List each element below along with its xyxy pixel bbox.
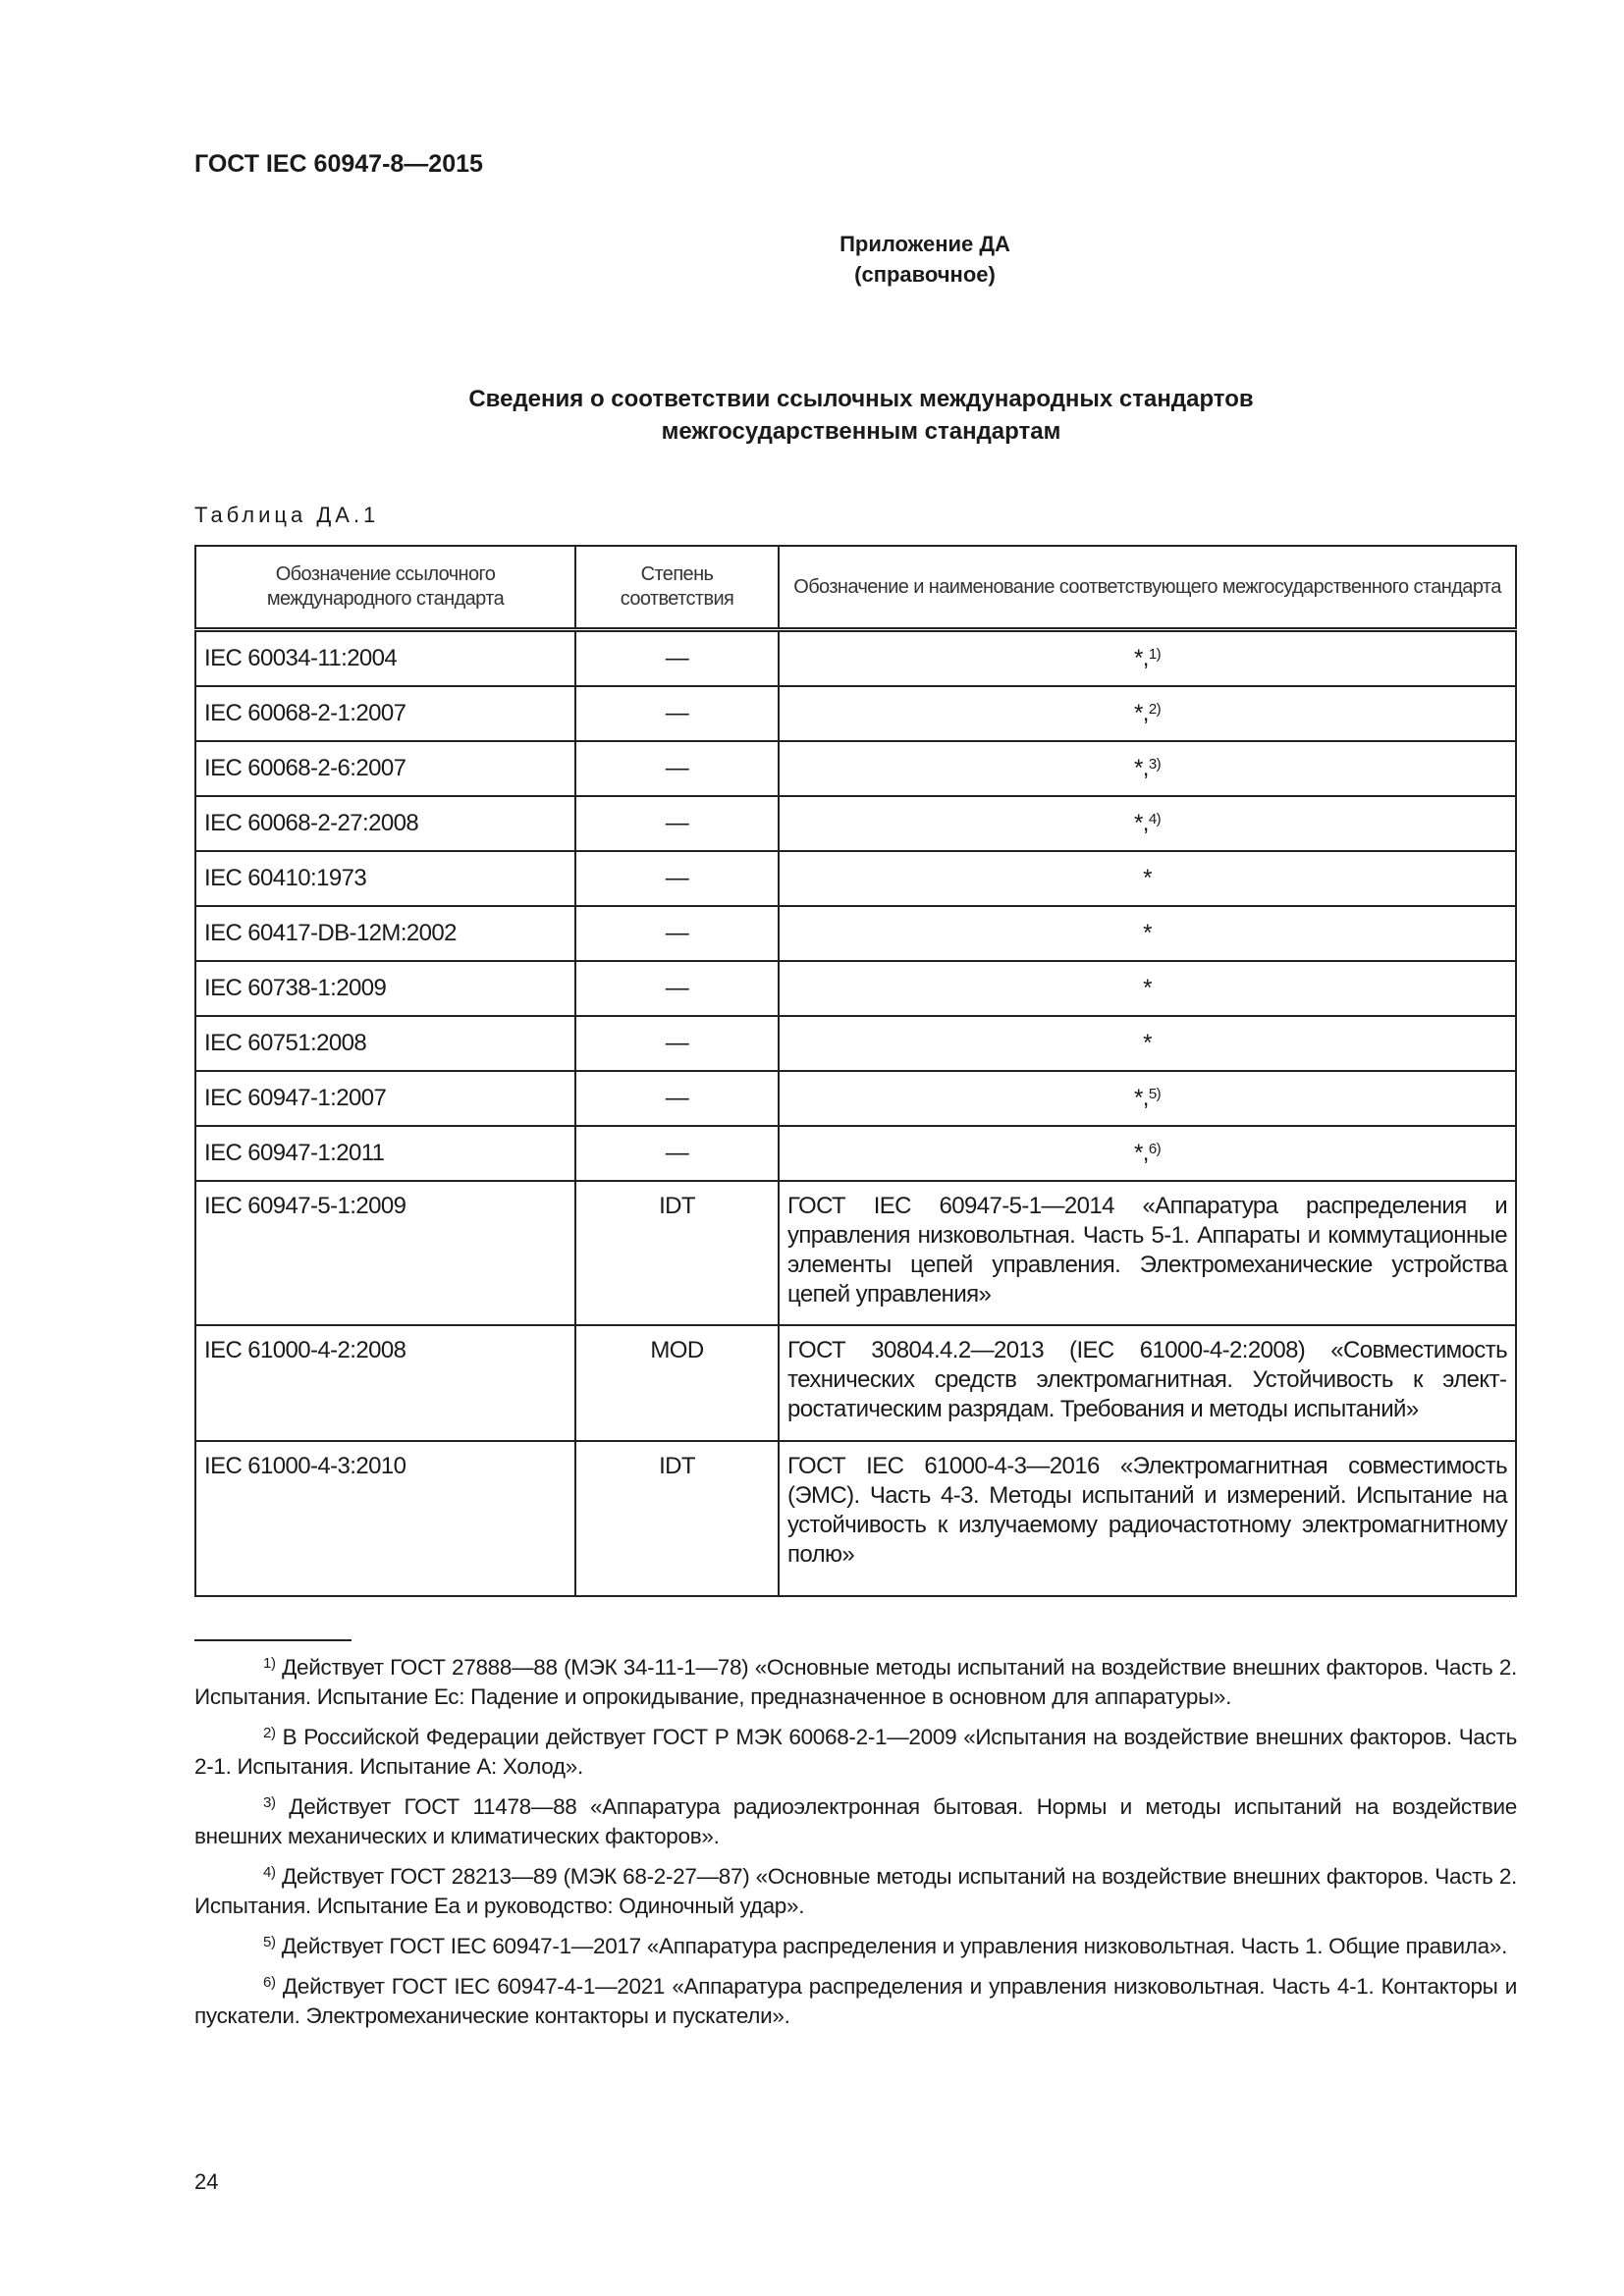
not-available-mark: *	[1143, 865, 1152, 891]
interstate-standard	[779, 630, 1516, 687]
footnote-mark: 5)	[263, 1934, 276, 1950]
not-available-mark: *,	[1134, 755, 1149, 781]
table-row	[195, 1071, 1516, 1126]
footnote	[194, 1649, 1517, 1712]
not-available-mark: *,	[1134, 1085, 1149, 1111]
interstate-standard	[779, 796, 1516, 851]
degree-of-correspondence: IDT	[575, 1441, 779, 1596]
degree-of-correspondence: —	[575, 906, 779, 961]
footnote-ref: 1)	[1148, 646, 1161, 663]
interstate-standard	[779, 686, 1516, 741]
degree-of-correspondence: —	[575, 961, 779, 1016]
header-cell: Обозначение и наименование соответствующего межгосударственного стандарта	[779, 546, 1516, 630]
not-available-mark: *,	[1134, 700, 1149, 726]
degree-of-correspondence: —	[575, 686, 779, 741]
table-row	[195, 1126, 1516, 1181]
footnote-mark: 1)	[263, 1655, 276, 1672]
footnote-ref: 2)	[1148, 701, 1161, 718]
page-number: 24	[194, 2169, 219, 2194]
reference-standard: IEC 60068-2-6:2007	[195, 741, 575, 796]
table-row	[195, 961, 1516, 1016]
table-row	[195, 741, 1516, 796]
degree-of-correspondence: IDT	[575, 1181, 779, 1325]
section-title-line: межгосударственным стандартам	[661, 418, 1061, 445]
not-available-mark: *,	[1134, 645, 1149, 671]
degree-of-correspondence: —	[575, 796, 779, 851]
reference-standard: IEC 60947-1:2007	[195, 1071, 575, 1126]
table-row	[195, 796, 1516, 851]
table-row	[195, 1325, 1516, 1441]
table-caption: Таблица ДА.1	[194, 503, 380, 527]
degree-of-correspondence: —	[575, 1016, 779, 1071]
interstate-standard	[779, 1126, 1516, 1181]
annex-title: Приложение ДА	[839, 232, 1010, 256]
reference-standard: IEC 60947-5-1:2009	[195, 1181, 575, 1325]
footnote-text: Действует ГОСТ 28213—89 (МЭК 68-2-27—87) «Основные методы испытаний на воздействие внешних факторов. Часть 2. Испытания. Испытание Еа и руководство: Одиночный удар».	[194, 1864, 1517, 1918]
footnote-ref: 6)	[1148, 1141, 1161, 1157]
annex-type: (справочное)	[854, 262, 996, 287]
table-row	[195, 851, 1516, 906]
table-row	[195, 1441, 1516, 1596]
footnote-ref: 4)	[1148, 811, 1161, 828]
table-row	[195, 1016, 1516, 1071]
footnote	[194, 1858, 1517, 1921]
degree-of-correspondence: —	[575, 851, 779, 906]
footnote-mark: 3)	[263, 1794, 276, 1811]
reference-standard: IEC 60034-11:2004	[195, 630, 575, 687]
section-title-line: Сведения о соответствии ссылочных международных стандартов	[468, 386, 1254, 412]
not-available-mark: *	[1143, 975, 1152, 1001]
interstate-standard	[779, 851, 1516, 906]
reference-standard: IEC 61000-4-2:2008	[195, 1325, 575, 1441]
interstate-standard: ГОСТ IEC 60947-5-1—2014 «Аппаратура распределения и управления низковольтная. Часть 5-1. Аппараты и коммутационные элементы цепей управления. Электромеханические устройства цепей управления»	[779, 1181, 1516, 1325]
table-row	[195, 1181, 1516, 1325]
document-code: ГОСТ IEC 60947-8—2015	[194, 150, 483, 178]
correspondence-table	[194, 545, 1517, 1597]
footnote-divider	[194, 1639, 352, 1641]
reference-standard: IEC 60068-2-1:2007	[195, 686, 575, 741]
header-cell: Степень соответствия	[575, 546, 779, 630]
interstate-standard	[779, 1016, 1516, 1071]
interstate-standard	[779, 1071, 1516, 1126]
footnote-text: Действует ГОСТ IEC 60947-4-1—2021 «Аппаратура распределения и управления низковольтная. Часть 4-1. Контакторы и пускатели. Электромеханические контакторы и пускатели».	[194, 1974, 1517, 2028]
not-available-mark: *	[1143, 1030, 1152, 1056]
footnote-ref: 3)	[1148, 756, 1161, 773]
footnote-text: Действует ГОСТ IEC 60947-1—2017 «Аппаратура распределения и управления низковольтная. Часть 1. Общие правила».	[275, 1934, 1508, 1958]
footnotes	[194, 1649, 1517, 2038]
footnote-mark: 4)	[263, 1864, 276, 1881]
reference-standard: IEC 60751:2008	[195, 1016, 575, 1071]
footnote-text: Действует ГОСТ 11478—88 «Аппаратура радиоэлектронная бытовая. Нормы и методы испытаний на воздействие внешних механических и климатических факторов».	[194, 1794, 1517, 1848]
footnote-text: Действует ГОСТ 27888—88 (МЭК 34-11-1—78) «Основные методы испытаний на воздействие внешних факторов. Часть 2. Испытания. Испытание Ес: Падение и опрокидывание, предназначенное в основном для аппаратуры».	[194, 1655, 1517, 1709]
annex-heading	[0, 229, 1624, 290]
table-row	[195, 906, 1516, 961]
reference-standard: IEC 60738-1:2009	[195, 961, 575, 1016]
interstate-standard	[779, 961, 1516, 1016]
table-row	[195, 686, 1516, 741]
interstate-standard: ГОСТ 30804.4.2—2013 (IEC 61000-4-2:2008) «Совместимость технических средств электромагнитная. Устойчивость к электростатическим разрядам. Требования и методы испытаний»	[779, 1325, 1516, 1441]
table-row	[195, 630, 1516, 687]
reference-standard: IEC 60947-1:2011	[195, 1126, 575, 1181]
reference-standard: IEC 61000-4-3:2010	[195, 1441, 575, 1596]
footnote	[194, 1928, 1517, 1961]
reference-standard: IEC 60410:1973	[195, 851, 575, 906]
interstate-standard: ГОСТ IEC 61000-4-3—2016 «Электромагнитная совместимость (ЭМС). Часть 4-3. Методы испытаний и измерений. Испытание на устойчивость к излучаемому радиочастотному электромагнитному полю»	[779, 1441, 1516, 1596]
header-cell: Обозначение ссылочного международного стандарта	[195, 546, 575, 630]
table-header-row	[195, 546, 1516, 630]
footnote	[194, 1719, 1517, 1782]
footnote-mark: 2)	[263, 1725, 276, 1741]
degree-of-correspondence: —	[575, 1126, 779, 1181]
footnote-mark: 6)	[263, 1974, 276, 1991]
degree-of-correspondence: —	[575, 1071, 779, 1126]
reference-standard: IEC 60417-DB-12M:2002	[195, 906, 575, 961]
degree-of-correspondence: MOD	[575, 1325, 779, 1441]
not-available-mark: *,	[1134, 1140, 1149, 1166]
not-available-mark: *	[1143, 920, 1152, 946]
footnote	[194, 1789, 1517, 1851]
reference-standard: IEC 60068-2-27:2008	[195, 796, 575, 851]
footnote	[194, 1968, 1517, 2031]
degree-of-correspondence: —	[575, 741, 779, 796]
degree-of-correspondence: —	[575, 630, 779, 687]
section-title	[0, 383, 1624, 448]
interstate-standard	[779, 741, 1516, 796]
footnote-ref: 5)	[1148, 1086, 1161, 1102]
footnote-text: В Российской Федерации действует ГОСТ Р МЭК 60068-2-1—2009 «Испытания на воздействие внешних факторов. Часть 2-1. Испытания. Испытание А: Холод».	[194, 1725, 1517, 1779]
not-available-mark: *,	[1134, 810, 1149, 836]
interstate-standard	[779, 906, 1516, 961]
